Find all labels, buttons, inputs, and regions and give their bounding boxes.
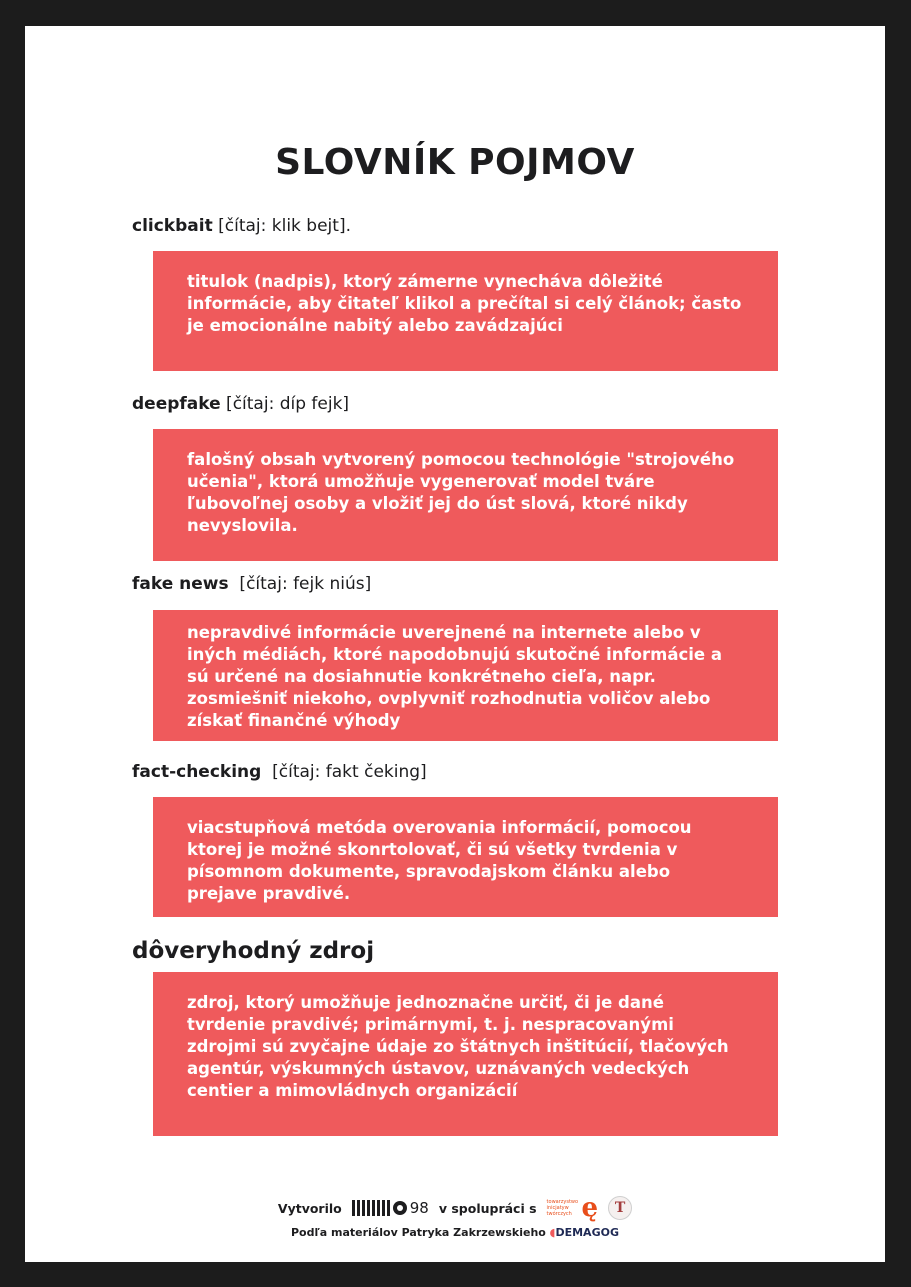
cooperation-label: v spolupráci s [438, 1200, 537, 1216]
created-by-label: Vytvorilo [277, 1200, 342, 1216]
term-pronunciation: [čítaj: díp fejk] [220, 394, 350, 414]
footer-credits [25, 1193, 885, 1223]
term-word: deepfake [132, 394, 221, 414]
term-pronunciation: [čítaj: fejk niús] [228, 574, 372, 594]
term-pronunciation: [čítaj: fakt čeking] [261, 762, 427, 782]
memo-circle-icon [393, 1201, 407, 1215]
definition-box-fake-news: nepravdivé informácie uverejnené na internete alebo v iných médiách, ktoré napodobnujú skutočné informácie a sú určené na dosiahnutie konkrétneho cieľa, napr. zosmiešniť niekoho, ovplyvniť rozhodnutia voličov alebo získať finančné výhody [153, 610, 778, 741]
term-clickbait [132, 216, 351, 236]
based-on-text: Podľa materiálov Patryka Zakrzewskieho [291, 1226, 546, 1239]
term-word: fact-checking [132, 762, 262, 782]
term-fake-news [132, 574, 371, 594]
partner-letter-icon: ę [581, 1193, 599, 1223]
footer-attribution [25, 1226, 885, 1239]
page-title: SLOVNÍK POJMOV [275, 142, 635, 183]
demagog-mark-icon: ◖ [549, 1226, 556, 1239]
term-deepfake [132, 394, 349, 414]
tit-partner-logo [546, 1193, 599, 1223]
definition-box-clickbait: titulok (nadpis), ktorý zámerne vynecháva dôležité informácie, aby čitateľ klikol a prečítal si celý článok; často je emocionálne nabitý alebo zavádzajúci [153, 251, 778, 371]
t-partner-logo: T [608, 1196, 632, 1220]
term-word: clickbait [132, 216, 213, 236]
definition-box-deepfake: falošný obsah vytvorený pomocou technológie "strojového učenia", ktorá umožňuje vygenerovať model tváre ľubovoľnej osoby a vložiť jej do úst slová, ktoré nikdy nevyslovila. [153, 429, 778, 561]
memo-bars-icon [352, 1200, 390, 1216]
term-pronunciation: [čítaj: klik bejt]. [212, 216, 351, 236]
document-page [25, 26, 885, 1262]
memo-number: 98 [409, 1199, 429, 1217]
term-word: fake news [132, 574, 229, 594]
term-fact-checking [132, 762, 427, 782]
definition-box-fact-checking: viacstupňová metóda overovania informácií, pomocou ktorej je možné skonrtolovať, či sú všetky tvrdenia v písomnom dokumente, spravodajskom článku alebo prejave pravdivé. [153, 797, 778, 917]
demagog-logo: DEMAGOG [555, 1226, 619, 1239]
term-trustworthy-source: dôveryhodný zdroj [132, 938, 375, 964]
definition-box-trustworthy-source: zdroj, ktorý umožňuje jednoznačne určiť, či je dané tvrdenie pravdivé; primárnymi, t. j. nespracovanými zdrojmi sú zvyčajne údaje zo štátnych inštitúcií, tlačových agentúr, výskumných ústavov, uznávaných vedeckých centier a mimovládnych organizácií [153, 972, 778, 1136]
partner-small-text: towarzystwo inicjatyw twórczych [546, 1199, 579, 1217]
memo98-logo [352, 1199, 429, 1217]
